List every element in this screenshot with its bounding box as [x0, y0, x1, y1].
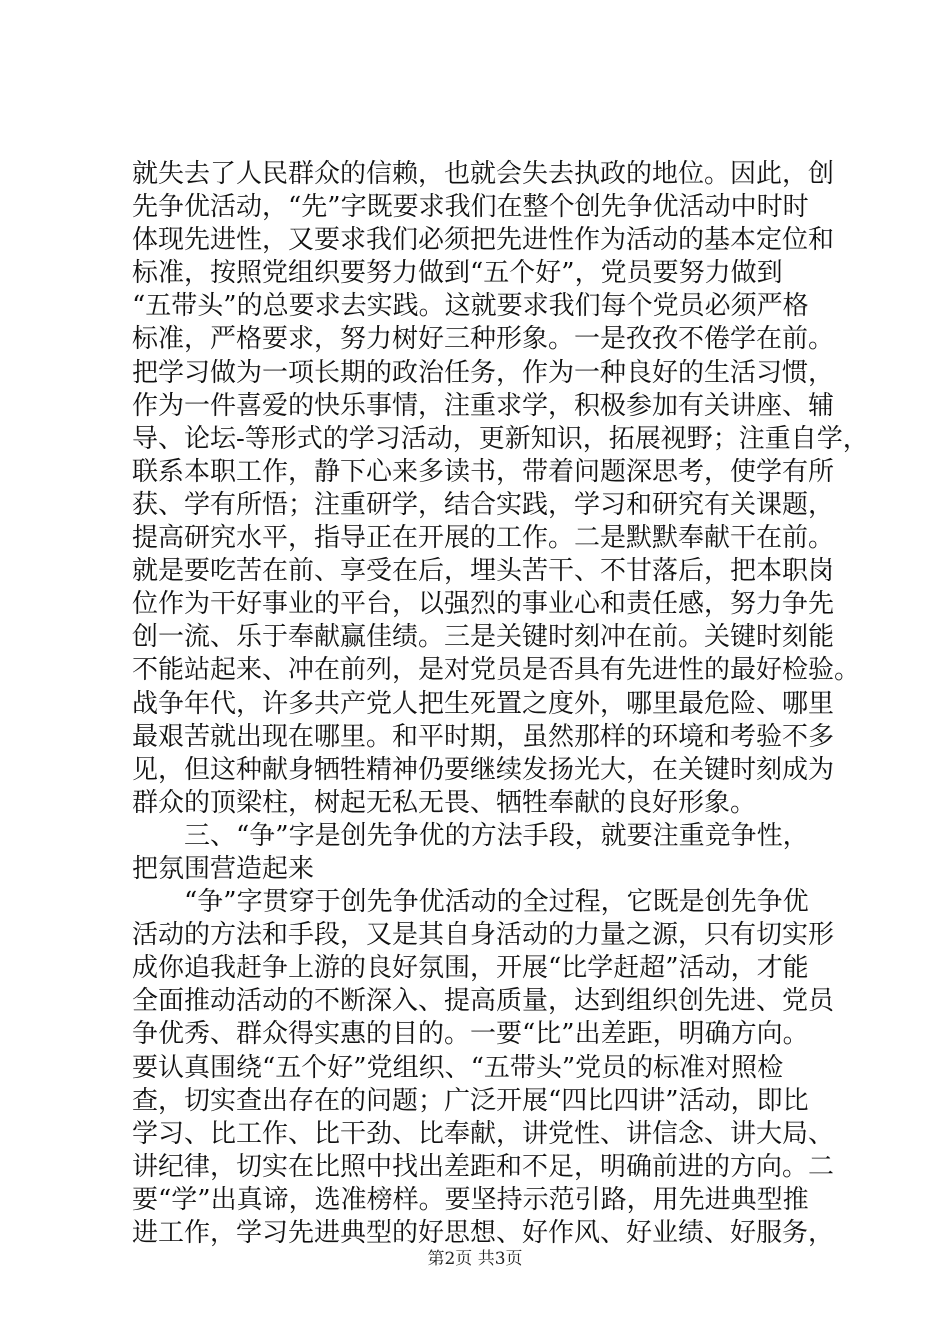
- text-line: 成你追我赶争上游的良好氛围，开展“比学赶超”活动，才能: [132, 953, 809, 984]
- text-line: 争优秀、群众得实惠的目的。一要“比”出差距，明确方向。: [132, 1019, 809, 1050]
- section-heading-line: 三、“争”字是创先争优的方法手段，就要注重竞争性，: [132, 820, 809, 851]
- text-line: 全面推动活动的不断深入、提高质量，达到组织创先进、党员: [132, 986, 835, 1017]
- text-line: 获、学有所悟；注重研学，结合实践，学习和研究有关课题，: [132, 489, 835, 520]
- text-line: 进工作，学习先进典型的好思想、好作风、好业绩、好服务，: [132, 1218, 835, 1248]
- text-line: 就是要吃苦在前、享受在后，埋头苦干、不甘落后，把本职岗: [132, 556, 835, 587]
- text-line: 导、论坛-等形式的学习活动，更新知识，拓展视野；注重自学，: [132, 423, 869, 454]
- text-line: 查，切实查出存在的问题；广泛开展“四比四讲”活动，即比: [132, 1085, 809, 1116]
- text-line: “五带头”的总要求去实践。这就要求我们每个党员必须严格: [132, 291, 809, 322]
- text-line: 讲纪律，切实在比照中找出差距和不足，明确前进的方向。二: [132, 1151, 835, 1182]
- section-heading-line: 把氛围营造起来: [132, 853, 315, 884]
- text-line: 创一流、乐于奉献赢佳绩。三是关键时刻冲在前。关键时刻能: [132, 622, 835, 653]
- text-line: 位作为干好事业的平台，以强烈的事业心和责任感，努力争先: [132, 589, 835, 620]
- text-line: 战争年代，许多共产党人把生死置之度外，哪里最危险、哪里: [132, 688, 835, 719]
- page-footer: 第2页 共3页: [427, 1249, 523, 1269]
- text-line: 群众的顶梁柱，树起无私无畏、牺牲奉献的良好形象。: [132, 787, 757, 818]
- text-line: 先争优活动，“先”字既要求我们在整个创先争优活动中时时: [132, 192, 809, 223]
- text-line: 体现先进性，又要求我们必须把先进性作为活动的基本定位和: [132, 225, 835, 256]
- text-line: “争”字贯穿于创先争优活动的全过程，它既是创先争优: [132, 887, 809, 918]
- text-line: 见，但这种献身牺牲精神仍要继续发扬光大，在关键时刻成为: [132, 754, 835, 785]
- text-line: 标准，严格要求，努力树好三种形象。一是孜孜不倦学在前。: [132, 324, 835, 355]
- text-line: 要“学”出真谛，选准榜样。要坚持示范引路，用先进典型推: [132, 1184, 809, 1215]
- text-line: 就失去了人民群众的信赖，也就会失去执政的地位。因此，创: [132, 159, 835, 189]
- text-line: 不能站起来、冲在前列，是对党员是否具有先进性的最好检验。: [132, 655, 861, 686]
- text-line: 标准，按照党组织要努力做到“五个好”，党员要努力做到: [132, 258, 783, 289]
- text-line: 提高研究水平，指导正在开展的工作。二是默默奉献干在前。: [132, 523, 835, 554]
- body-text: [132, 158, 869, 1250]
- text-line: 联系本职工作，静下心来多读书，带着问题深思考，使学有所: [132, 456, 835, 487]
- text-line: 作为一件喜爱的快乐事情，注重求学，积极参加有关讲座、辅: [132, 390, 835, 421]
- text-line: 活动的方法和手段，又是其自身活动的力量之源，只有切实形: [132, 920, 835, 951]
- text-line: 把学习做为一项长期的政治任务，作为一种良好的生活习惯，: [132, 357, 835, 388]
- text-line: 最艰苦就出现在哪里。和平时期，虽然那样的环境和考验不多: [132, 721, 835, 752]
- text-line: 要认真围绕“五个好”党组织、“五带头”党员的标准对照检: [132, 1052, 784, 1083]
- text-line: 学习、比工作、比干劲、比奉献，讲党性、讲信念、讲大局、: [132, 1118, 835, 1149]
